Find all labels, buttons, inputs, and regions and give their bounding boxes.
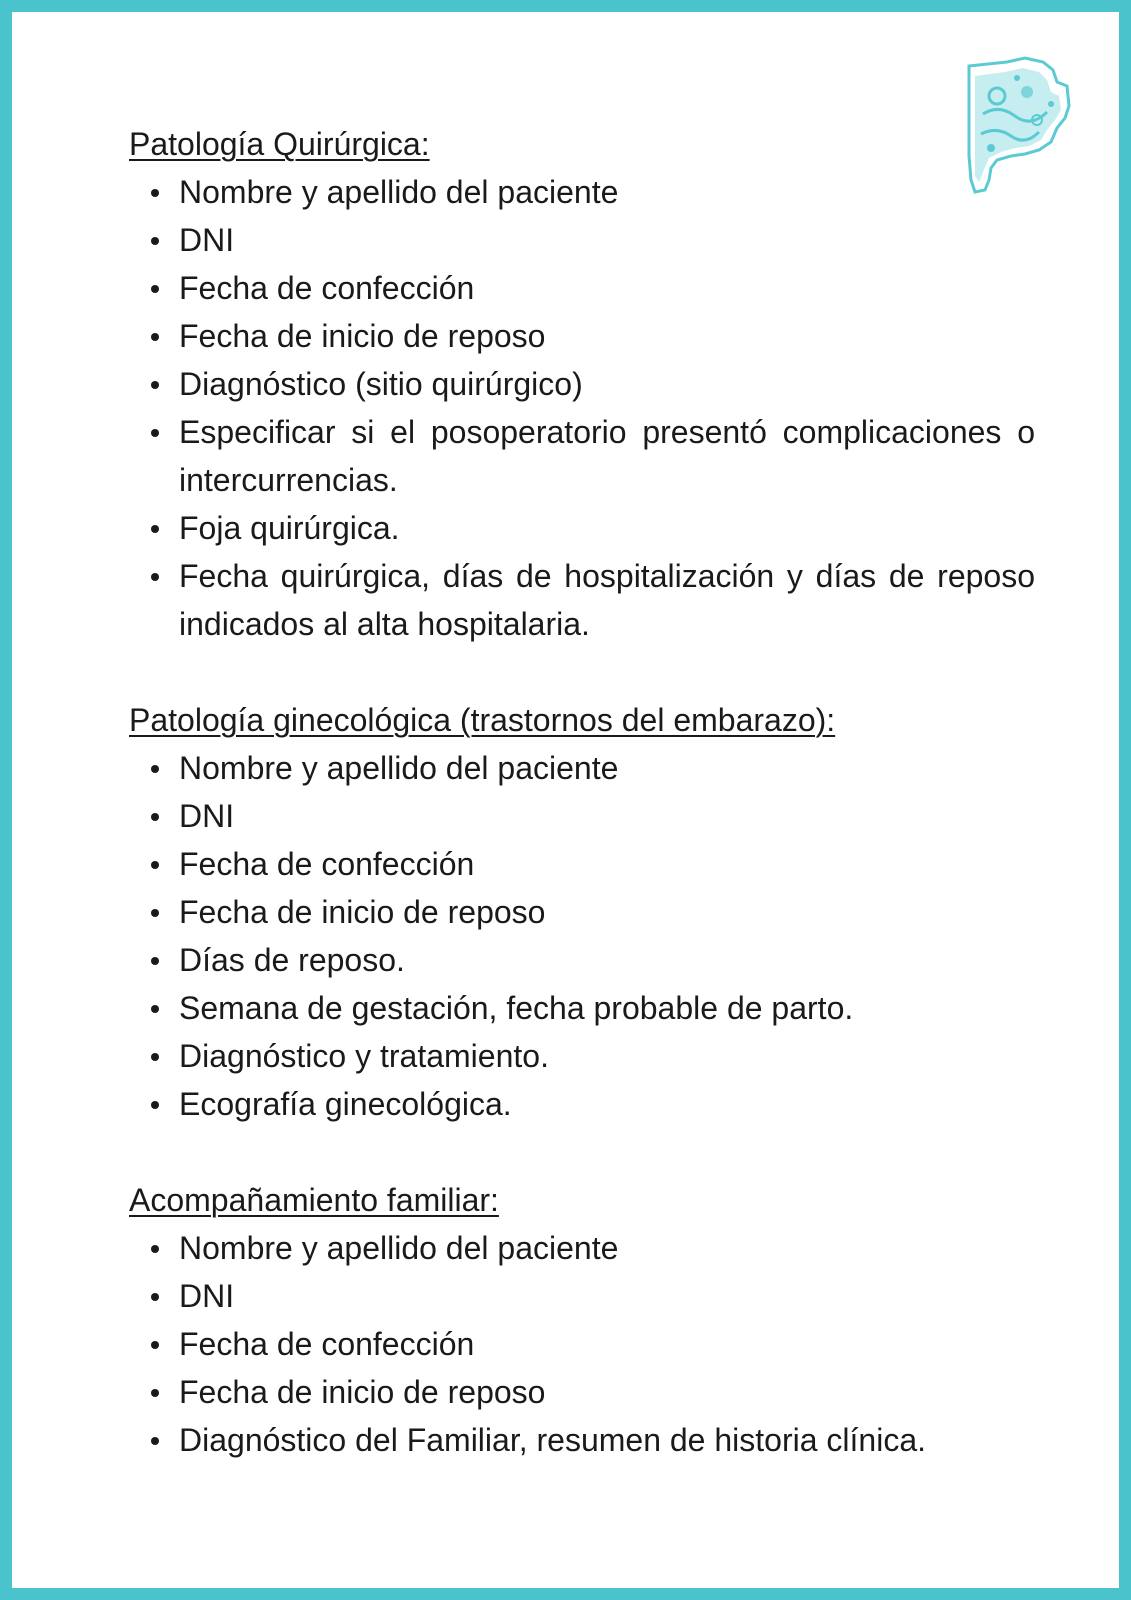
list-item: Foja quirúrgica. — [129, 504, 1035, 552]
section-patologia-quirurgica — [129, 120, 1035, 648]
list-item: Ecografía ginecológica. — [129, 1080, 1035, 1128]
list-item: Fecha de confección — [129, 1320, 1035, 1368]
list-item: Días de reposo. — [129, 936, 1035, 984]
list-item: Fecha de inicio de reposo — [129, 888, 1035, 936]
list-item: DNI — [129, 792, 1035, 840]
list-item: Fecha de confección — [129, 840, 1035, 888]
list-item: Semana de gestación, fecha probable de parto. — [129, 984, 1035, 1032]
section-acompanamiento-familiar — [129, 1176, 1035, 1464]
list-item: DNI — [129, 216, 1035, 264]
list-item: Diagnóstico y tratamiento. — [129, 1032, 1035, 1080]
item-list — [129, 744, 1035, 1128]
list-item: Fecha de confección — [129, 264, 1035, 312]
list-item: Fecha de inicio de reposo — [129, 312, 1035, 360]
list-item: Diagnóstico (sitio quirúrgico) — [129, 360, 1035, 408]
document-content — [129, 120, 1035, 1512]
list-item: Nombre y apellido del paciente — [129, 744, 1035, 792]
list-item: Nombre y apellido del paciente — [129, 168, 1035, 216]
list-item: Nombre y apellido del paciente — [129, 1224, 1035, 1272]
list-item: DNI — [129, 1272, 1035, 1320]
list-item: Fecha quirúrgica, días de hospitalización y días de reposo indicados al alta hospitalaria. — [129, 552, 1035, 648]
item-list — [129, 168, 1035, 648]
section-title: Patología Quirúrgica: — [129, 126, 430, 162]
list-item: Especificar si el posoperatorio presentó complicaciones o intercurrencias. — [129, 408, 1035, 504]
section-patologia-ginecologica — [129, 696, 1035, 1128]
section-title: Acompañamiento familiar: — [129, 1182, 499, 1218]
section-title: Patología ginecológica (trastornos del embarazo): — [129, 702, 836, 738]
item-list — [129, 1224, 1035, 1464]
list-item: Diagnóstico del Familiar, resumen de historia clínica. — [129, 1416, 1035, 1464]
list-item: Fecha de inicio de reposo — [129, 1368, 1035, 1416]
